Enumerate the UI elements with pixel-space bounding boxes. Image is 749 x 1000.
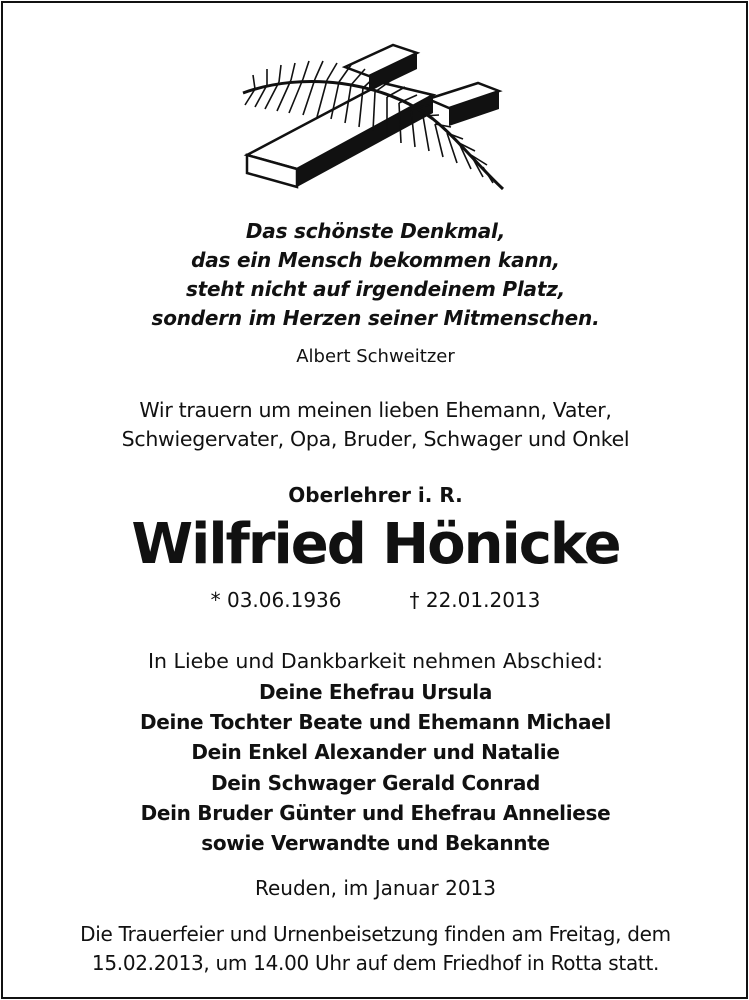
- mourners-list: [3, 677, 748, 858]
- quote-line: steht nicht auf irgendeinem Platz,: [185, 277, 566, 301]
- mourner-line: sowie Verwandte und Bekannte: [201, 831, 550, 856]
- service-line: 15.02.2013, um 14.00 Uhr auf dem Friedhof in Rotta statt.: [91, 951, 660, 975]
- quote-author: Albert Schweitzer: [296, 346, 455, 367]
- death-date: † 22.01.2013: [409, 588, 541, 612]
- intro-line: Schwiegervater, Opa, Bruder, Schwager und Onkel: [121, 427, 630, 451]
- intro-line: Wir trauern um meinen lieben Ehemann, Vater,: [139, 398, 612, 422]
- service-line: Die Trauerfeier und Urnenbeisetzung finden am Freitag, dem: [80, 922, 671, 946]
- life-dates: [3, 585, 748, 615]
- quote: [3, 217, 748, 333]
- mourner-line: Dein Schwager Gerald Conrad: [210, 770, 541, 795]
- cross-with-palm-frond-icon: [233, 31, 513, 199]
- place-date: Reuden, im Januar 2013: [254, 876, 496, 900]
- farewell-intro: In Liebe und Dankbarkeit nehmen Abschied:: [147, 649, 604, 673]
- deceased-title: Oberlehrer i. R.: [288, 483, 463, 507]
- mourner-line: Deine Ehefrau Ursula: [258, 680, 493, 704]
- deceased-name: Wilfried Hönicke: [131, 512, 620, 577]
- service-info: [3, 920, 748, 978]
- quote-line: das ein Mensch bekommen kann,: [191, 248, 560, 272]
- mourner-line: Deine Tochter Beate und Ehemann Michael: [139, 710, 611, 735]
- mourner-line: Dein Enkel Alexander und Natalie: [191, 740, 560, 765]
- mourner-line: Dein Bruder Günter und Ehefrau Anneliese: [140, 800, 611, 825]
- obituary-frame: [1, 1, 748, 999]
- quote-line: Das schönste Denkmal,: [245, 219, 506, 243]
- birth-date: * 03.06.1936: [210, 588, 342, 612]
- mourning-intro: [3, 396, 748, 454]
- quote-line: sondern im Herzen seiner Mitmenschen.: [151, 306, 600, 330]
